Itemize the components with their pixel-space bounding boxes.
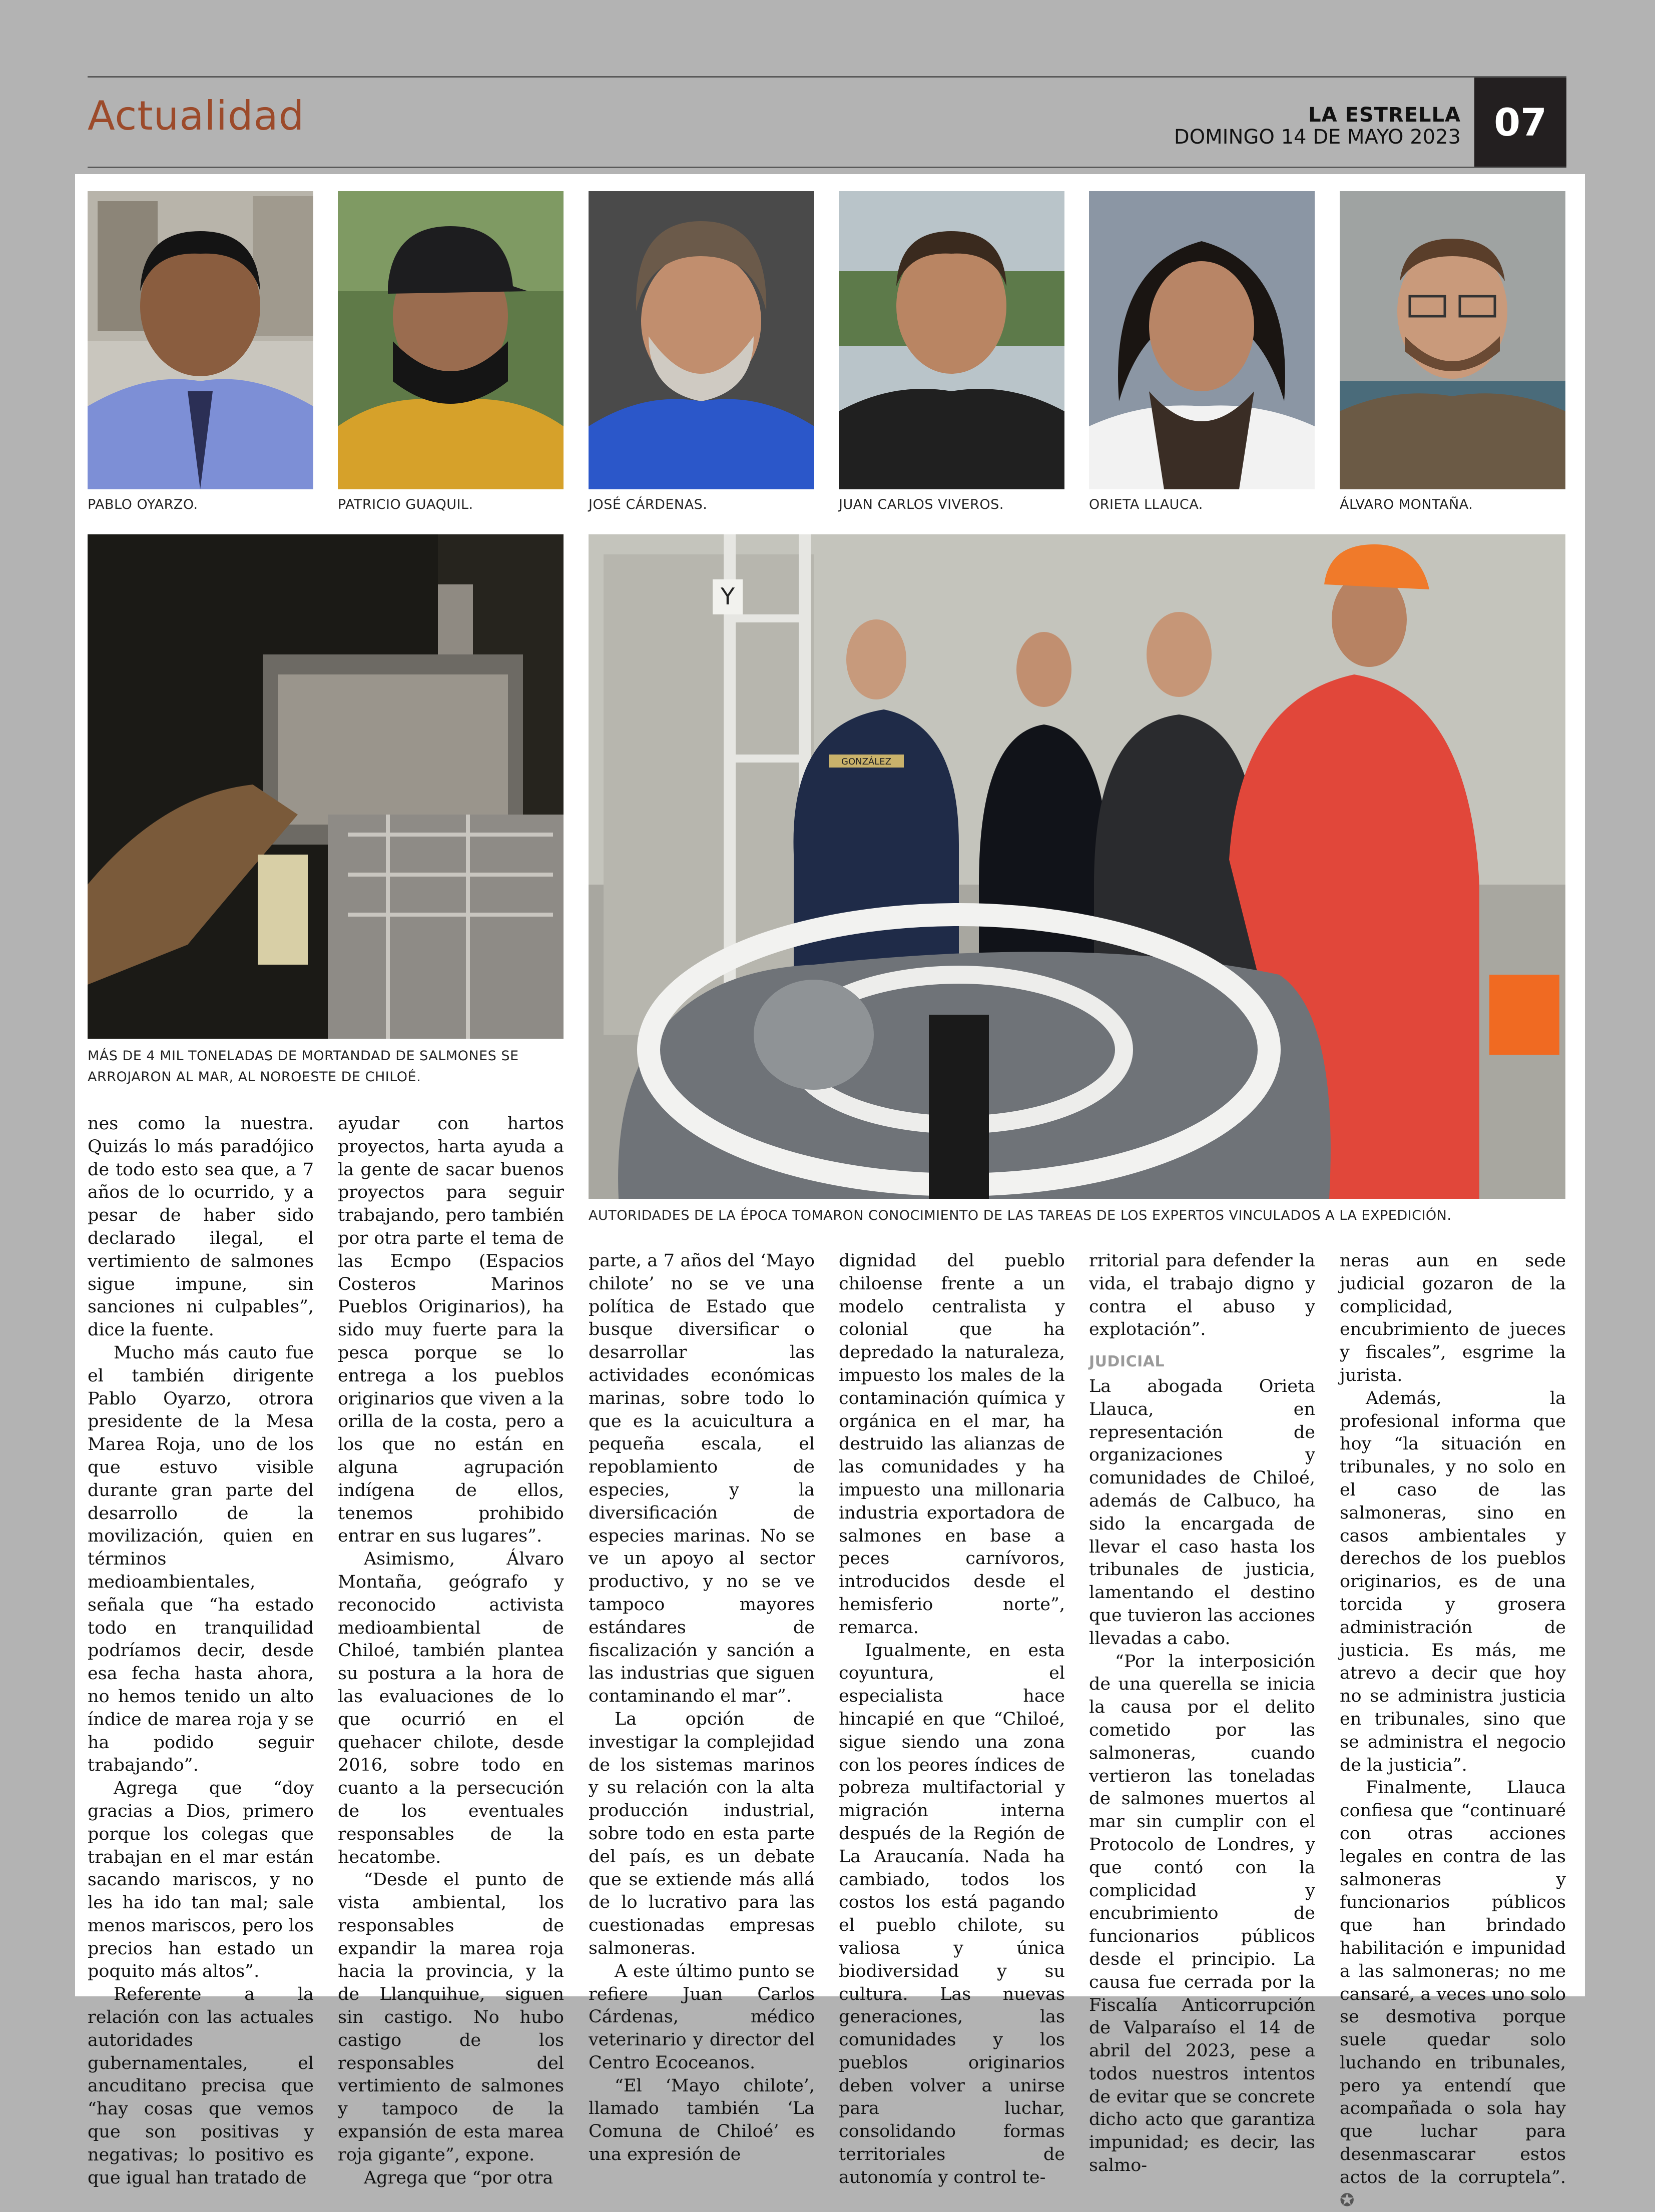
portrait-caption: JOSÉ CÁRDENAS. <box>589 497 708 512</box>
section-subhead: JUDICIAL <box>1089 1353 1165 1371</box>
page-number: 07 <box>1474 78 1566 167</box>
article-paragraph: neras aun en sede judicial gozaron de la complicidad, encubrimiento de jueces y fiscales”, esgrime la jurista. <box>1340 1251 1566 1385</box>
article-column-1 <box>88 1113 314 2189</box>
salmon-dumping-photo <box>88 534 564 1039</box>
issue-date: DOMINGO 14 DE MAYO 2023 <box>1174 126 1461 149</box>
portrait-patricio-guaquil <box>338 191 564 489</box>
article-paragraph: dignidad del pueblo chiloense frente a un modelo centralista y colonial que ha depredado la naturaleza, impuesto los males de la contaminación química y orgánica en el mar, ha destruido las alianzas de las comunidades y ha impuesto una millonaria industria exportadora de salmones en base a peces carnívoros, introducidos desde el hemisferio norte”, remarca. <box>839 1251 1065 1638</box>
article-paragraph: “El ‘Mayo chilote’, llamado también ‘La Comuna de Chiloé’ es una expresión de <box>589 2075 815 2165</box>
expedition-photo-caption: AUTORIDADES DE LA ÉPOCA TOMARON CONOCIMIENTO DE LAS TAREAS DE LOS EXPERTOS VINCULADOS A LA EXPEDICIÓN. <box>589 1208 1452 1223</box>
lab-sign: Y <box>720 583 735 610</box>
portrait-caption: PABLO OYARZO. <box>88 497 198 512</box>
article-paragraph: La opción de investigar la complejidad de los sistemas marinos y su relación con la alta producción industrial, sobre todo en esta parte del país, es un debate que se extiende más allá de lo lucrativo para las cuestionadas empresas salmoneras. <box>589 1709 815 1958</box>
uniform-tag: GONZÁLEZ <box>841 757 891 767</box>
top-rule <box>88 76 1566 78</box>
article-paragraph: A este último punto se refiere Juan Carlos Cárdenas, médico veterinario y director del Centro Ecoceanos. <box>589 1961 815 2073</box>
portrait-orieta-llauca <box>1089 191 1315 489</box>
article-paragraph: “Por la interposición de una querella se inicia la causa por el delito cometido por las salmoneras, cuando vertieron las toneladas de salmones muertos al mar sin cumplir con el Protocolo de Londres, y que contó con la complicidad y encubrimiento de funcionarios públicos desde el principio. La causa fue cerrada por la Fiscalía Anticorrupción de Valparaíso el 14 de abril del 2023, pese a todos nuestros intentos de evitar que se concrete dicho acto que garantiza impunidad; es decir, las salmo- <box>1089 1651 1315 2176</box>
portrait-alvaro-montana <box>1340 191 1565 489</box>
article-paragraph: Asimismo, Álvaro Montaña, geógrafo y reconocido activista medioambiental de Chiloé, también plantea su postura a la hora de las evaluaciones de lo que ocurrió en el quehacer chilote, desde 2016, sobre todo en cuanto a la persecución de los eventuales responsables de la hecatombe. <box>338 1549 564 1867</box>
portrait-caption: JUAN CARLOS VIVEROS. <box>839 497 1004 512</box>
header-bottom-rule <box>88 167 1566 168</box>
article-paragraph: “Desde el punto de vista ambiental, los responsables de expandir la marea roja hacia la provincia, y la de Llanquihue, siguen sin castigo. No hubo castigo de los responsables del vertimiento de salmones y tampoco de la expansión de esta marea roja gigante”, expone. <box>338 1870 564 2165</box>
masthead <box>1174 104 1461 148</box>
portrait-caption: ORIETA LLAUCA. <box>1089 497 1203 512</box>
article-paragraph: Mucho más cauto fue el también dirigente Pablo Oyarzo, otrora presidente de la Mesa Marea Roja, uno de los que estuvo visible durante gran parte del desarrollo de la movilización, quien en términos medioambientales, señala que “ha estado todo en tranquilidad podríamos decir, desde esa fecha hasta ahora, no hemos tenido un alto índice de marea roja y se ha podido seguir trabajando”. <box>88 1342 314 1776</box>
portrait-pablo-oyarzo <box>88 191 313 489</box>
article-paragraph-text: Finalmente, Llauca confiesa que “continuaré con otras acciones legales en contra de las salmoneras y funcionarios públicos que han brindado habilitación e impunidad a las salmoneras; no me cansaré, a veces uno solo se desmotiva porque suele quedar solo luchando en tribunales, pero ya entendí que acompañada o sola hay que luchar para desenmascarar estos actos de la corruptela”. <box>1340 1778 1566 2187</box>
article-paragraph: Además, la profesional informa que hoy “la situación en tribunales, y no solo en el caso de las salmoneras, sino en casos ambientales y derechos de los pueblos originarios, es de una torcida y grosera administración de justicia. Es más, me atrevo a decir que hoy no se administra justicia en tribunales, sino que se administra el negocio de la justicia”. <box>1340 1388 1566 1775</box>
article-paragraph: Igualmente, en esta coyuntura, el especialista hace hincapié en que “Chiloé, sigue siendo una zona con los peores índices de pobreza multifactorial y migración interna después de la Región de La Araucanía. Nada ha cambiado, todos los costos los está pagando el pueblo chilote, su valiosa y única biodiversidad y su cultura. Las nuevas generaciones, las comunidades y los pueblos originarios deben volver a unirse para luchar, consolidando formas territoriales de autonomía y control te- <box>839 1640 1065 2187</box>
portrait-caption: PATRICIO GUAQUIL. <box>338 497 473 512</box>
section-title: Actualidad <box>88 93 305 139</box>
article-paragraph: parte, a 7 años del ‘Mayo chilote’ no se ve una política de Estado que busque diversificar o desarrollar las actividades económicas marinas, sobre todo lo que es la acuicultura a pequeña escala, el repoblamiento de especies, y la diversificación de especies marinas. No se ve un apoyo al sector productivo, y no se ve tampoco mayores estándares de fiscalización y sanción a las industrias que siguen contaminando el mar”. <box>589 1251 815 1707</box>
article-column-2 <box>338 1113 564 2189</box>
article-column-4 <box>839 1250 1065 2189</box>
article-paragraph: nes como la nuestra. Quizás lo más paradójico de todo esto sea que, a 7 años de lo ocurrido, y a pesar de haber sido declarado ilegal, el vertimiento de salmones sigue impune, sin sanciones ni culpables”, dice la fuente. <box>88 1114 314 1340</box>
article-paragraph: Agrega que “doy gracias a Dios, primero porque los colegas que trabajan en el mar están sacando mariscos, y no les ha ido tan mal; sale menos mariscos, pero los precios han estado un poquito más altos”. <box>88 1778 314 1982</box>
expedition-photo <box>589 534 1565 1199</box>
article-paragraph: La abogada Orieta Llauca, en representación de organizaciones y comunidades de Chiloé, además de Calbuco, ha sido la encargada de llevar el caso hasta los tribunales de justicia, lamentando el destino que tuvieron las acciones llevadas a cabo. <box>1089 1376 1315 1649</box>
portrait-caption: ÁLVARO MONTAÑA. <box>1340 497 1473 512</box>
portrait-juan-carlos-viveros <box>839 191 1064 489</box>
article-paragraph <box>1340 1777 1566 2212</box>
end-mark-icon: ✪ <box>1340 2190 1355 2210</box>
article-column-6 <box>1340 1250 1566 2212</box>
newspaper-name: LA ESTRELLA <box>1308 104 1461 127</box>
article-column-5 <box>1089 1250 1315 2177</box>
article-paragraph: Referente a la relación con las actuales autoridades gubernamentales, el ancuditano precisa que “hay cosas que vemos que son positivas y negativas; lo positivo es que igual han tratado de <box>88 1984 314 2188</box>
article-paragraph: ayudar con hartos proyectos, harta ayuda a la gente de sacar buenos proyectos para seguir trabajando, pero también por otra parte el tema de las Ecmpo (Espacios Costeros Marinos Pueblos Originarios), ha sido muy fuerte para la pesca porque se lo entrega a los pueblos originarios que viven a la orilla de la costa, pero a los que no están en alguna agrupación indígena de ellos, tenemos prohibido entrar en sus lugares”. <box>338 1114 564 1547</box>
salmon-photo-caption: MÁS DE 4 MIL TONELADAS DE MORTANDAD DE SALMONES SE ARROJARON AL MAR, AL NOROESTE DE CHILOÉ. <box>88 1048 519 1085</box>
portrait-jose-cardenas <box>589 191 814 489</box>
article-paragraph: Agrega que “por otra <box>364 2167 554 2188</box>
article-paragraph: rritorial para defender la vida, el trabajo digno y contra el abuso y explotación”. <box>1089 1251 1315 1340</box>
article-column-3 <box>589 1250 815 2166</box>
